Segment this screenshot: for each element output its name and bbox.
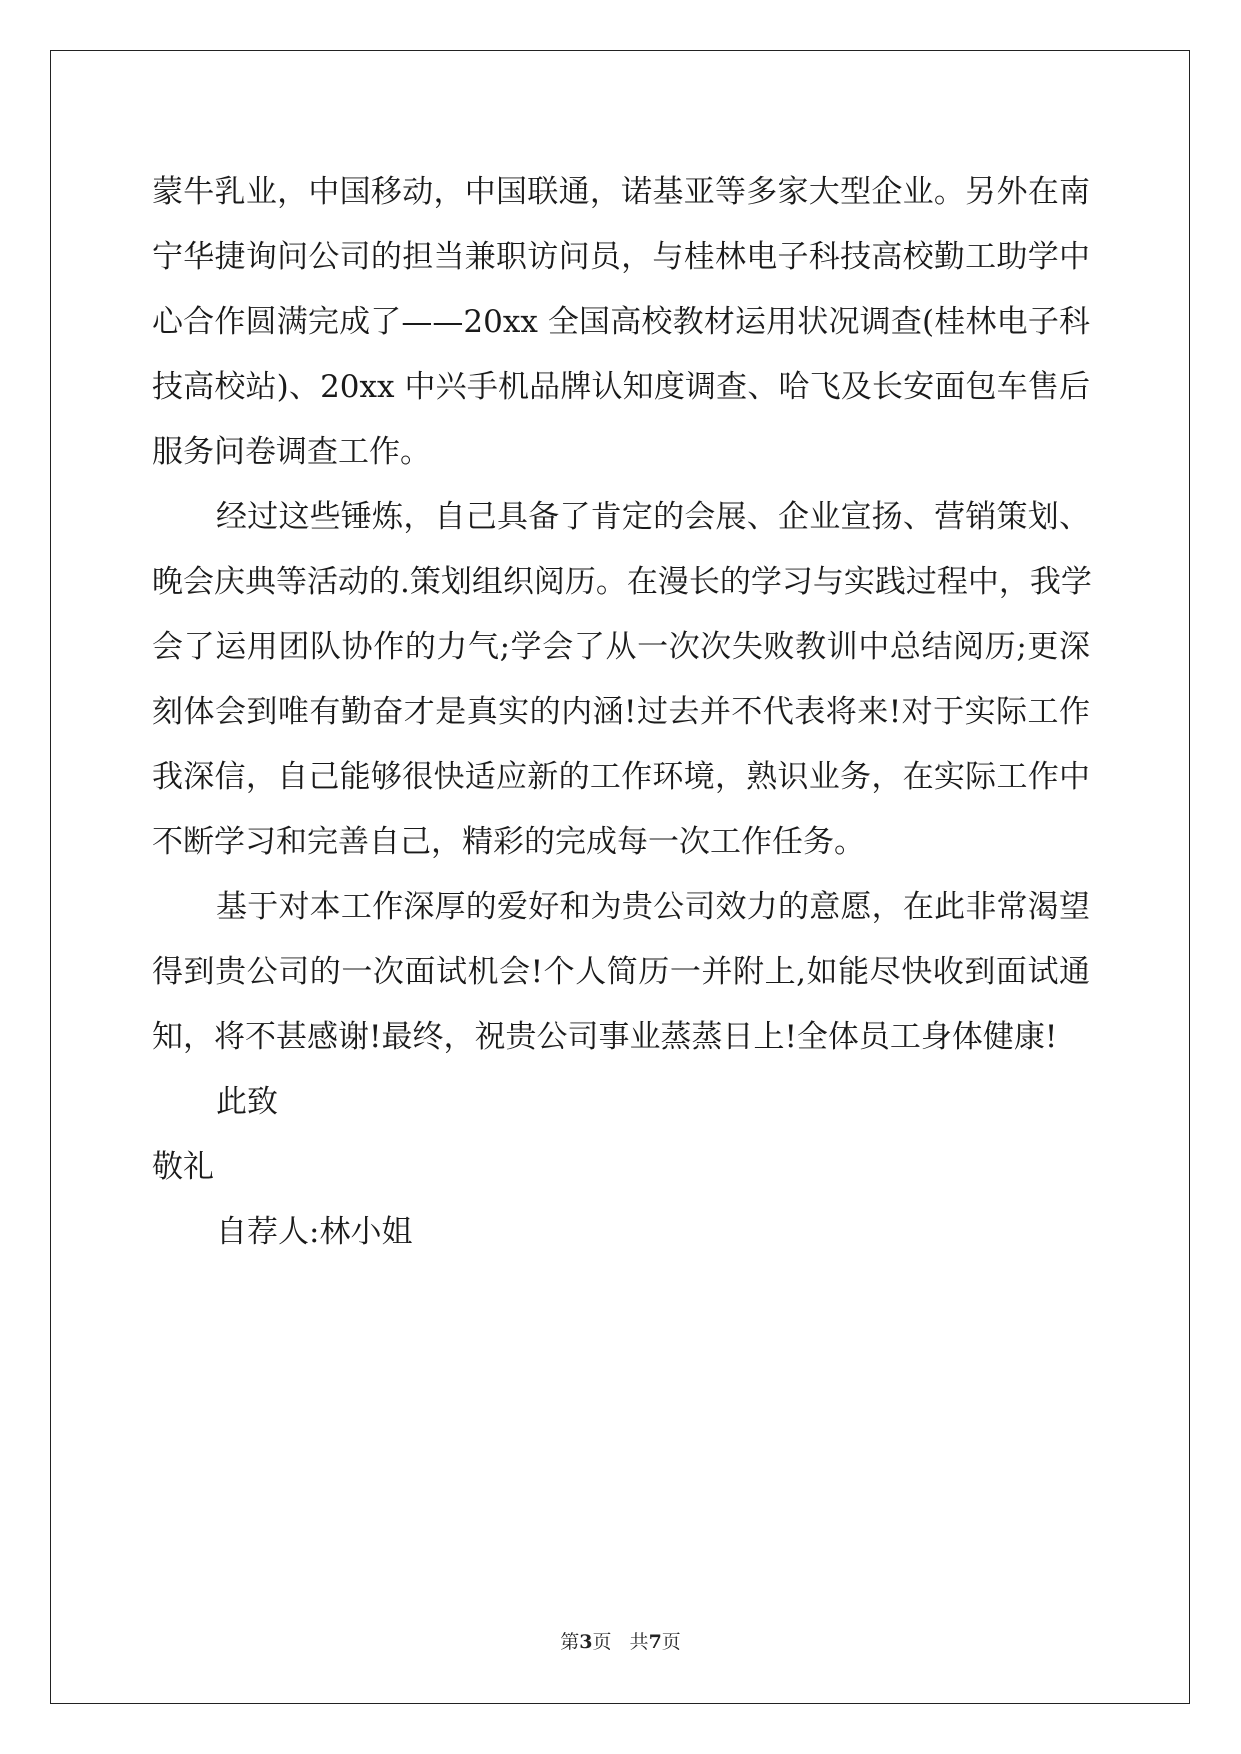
footer-mid: 页 共 bbox=[592, 1631, 649, 1653]
footer-total-pages: 7 bbox=[648, 1631, 662, 1653]
text-line: 心合作圆满完成了——20xx 全国高校教材运用状况调查(桂林电子科 bbox=[152, 304, 1090, 340]
paragraph-start-line: 基于对本工作深厚的爱好和为贵公司效力的意愿，在此非常渴望 bbox=[216, 889, 1090, 925]
text-line: 刻体会到唯有勤奋才是真实的内涵!过去并不代表将来!对于实际工作 bbox=[152, 694, 1090, 730]
page-footer bbox=[0, 1627, 1241, 1654]
text-line: 会了运用团队协作的力气;学会了从一次次失败教训中总结阅历;更深 bbox=[152, 629, 1090, 665]
text-line: 我深信，自己能够很快适应新的工作环境，熟识业务，在实际工作中 bbox=[152, 759, 1090, 795]
closing-regards: 敬礼 bbox=[152, 1149, 214, 1185]
paragraph-start-line: 经过这些锤炼，自己具备了肯定的会展、企业宣扬、营销策划、 bbox=[216, 499, 1090, 535]
signature-line: 自荐人:林小姐 bbox=[216, 1214, 413, 1250]
text-line: 晚会庆典等活动的.策划组织阅历。在漫长的学习与实践过程中，我学 bbox=[152, 564, 1092, 600]
text-line: 知，将不甚感谢!最终，祝贵公司事业蒸蒸日上!全体员工身体健康! bbox=[152, 1019, 1058, 1055]
text-line: 得到贵公司的一次面试机会!个人简历一并附上,如能尽快收到面试通 bbox=[152, 954, 1090, 990]
text-line: 不断学习和完善自己，精彩的完成每一次工作任务。 bbox=[152, 824, 865, 860]
text-line: 宁华捷询问公司的担当兼职访问员，与桂林电子科技高校勤工助学中 bbox=[152, 239, 1090, 275]
letter-body bbox=[152, 160, 1090, 1265]
footer-prefix: 第 bbox=[560, 1631, 580, 1653]
footer-page-number: 3 bbox=[579, 1631, 593, 1653]
text-line: 服务问卷调查工作。 bbox=[152, 434, 431, 470]
closing-salutation: 此致 bbox=[216, 1084, 278, 1120]
text-line: 技高校站)、20xx 中兴手机品牌认知度调查、哈飞及长安面包车售后 bbox=[152, 369, 1090, 405]
footer-suffix: 页 bbox=[661, 1631, 681, 1653]
text-line: 蒙牛乳业，中国移动，中国联通，诺基亚等多家大型企业。另外在南 bbox=[152, 174, 1090, 210]
